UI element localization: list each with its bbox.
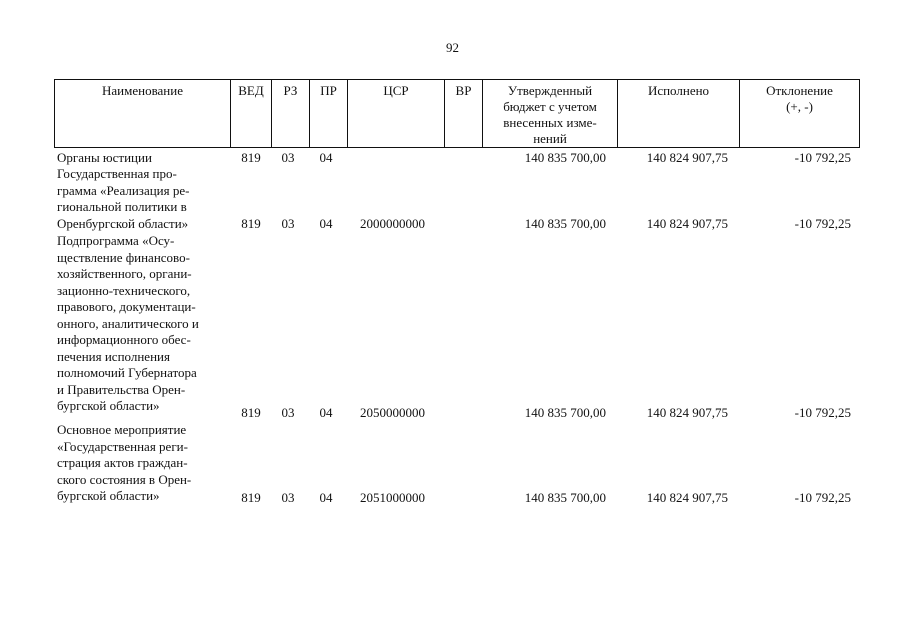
header-ved: ВЕД (231, 80, 272, 148)
row-budget: 140 835 700,00 (524, 150, 606, 165)
row-budget: 140 835 700,00 (524, 216, 606, 231)
row-deviation: -10 792,25 (794, 150, 851, 165)
row-executed: 140 824 907,75 (646, 405, 728, 420)
row-ved: 819 (241, 150, 261, 165)
row-rz: 03 (281, 405, 295, 420)
header-name: Наименование (55, 80, 231, 148)
row-executed: 140 824 907,75 (646, 150, 728, 165)
row-pr: 04 (319, 405, 333, 420)
row-name: Подпрограмма «Осу- ществление финансово- хозяйственного, органи- зационно-технического, правового, документаци- онного, аналитического и информационного обес- печения исполнения полномочий Губернатора и Правительства Орен- бургской области» (57, 233, 199, 413)
row-name: Органы юстиции (57, 150, 152, 165)
row-executed: 140 824 907,75 (646, 216, 728, 231)
row-name: Государственная про- грамма «Реализация ре- гиональной политики в Оренбургской области» (57, 166, 190, 231)
page-number: 92 (446, 40, 459, 55)
table-header (54, 79, 860, 148)
row-ved: 819 (241, 405, 261, 420)
row-pr: 04 (319, 216, 333, 231)
row-pr: 04 (319, 490, 333, 505)
row-csr: 2000000000 (360, 216, 425, 231)
header-vr: ВР (445, 80, 483, 148)
header-rz: РЗ (272, 80, 310, 148)
row-pr: 04 (319, 150, 333, 165)
row-deviation: -10 792,25 (794, 405, 851, 420)
row-deviation: -10 792,25 (794, 216, 851, 231)
row-rz: 03 (281, 216, 295, 231)
row-budget: 140 835 700,00 (524, 490, 606, 505)
row-ved: 819 (241, 490, 261, 505)
row-name: Основное мероприятие «Государственная реги- страция актов граждан- ского состояния в Орен- бургской области» (57, 422, 192, 503)
row-rz: 03 (281, 150, 295, 165)
header-deviation: Отклонение (+, -) (740, 80, 860, 148)
header-executed: Исполнено (618, 80, 740, 148)
row-csr: 2050000000 (360, 405, 425, 420)
row-rz: 03 (281, 490, 295, 505)
row-executed: 140 824 907,75 (646, 490, 728, 505)
row-csr: 2051000000 (360, 490, 425, 505)
row-deviation: -10 792,25 (794, 490, 851, 505)
header-csr: ЦСР (348, 80, 445, 148)
header-pr: ПР (310, 80, 348, 148)
row-budget: 140 835 700,00 (524, 405, 606, 420)
row-ved: 819 (241, 216, 261, 231)
header-budget: Утвержденный бюджет с учетом внесенных изме- нений (483, 80, 618, 148)
